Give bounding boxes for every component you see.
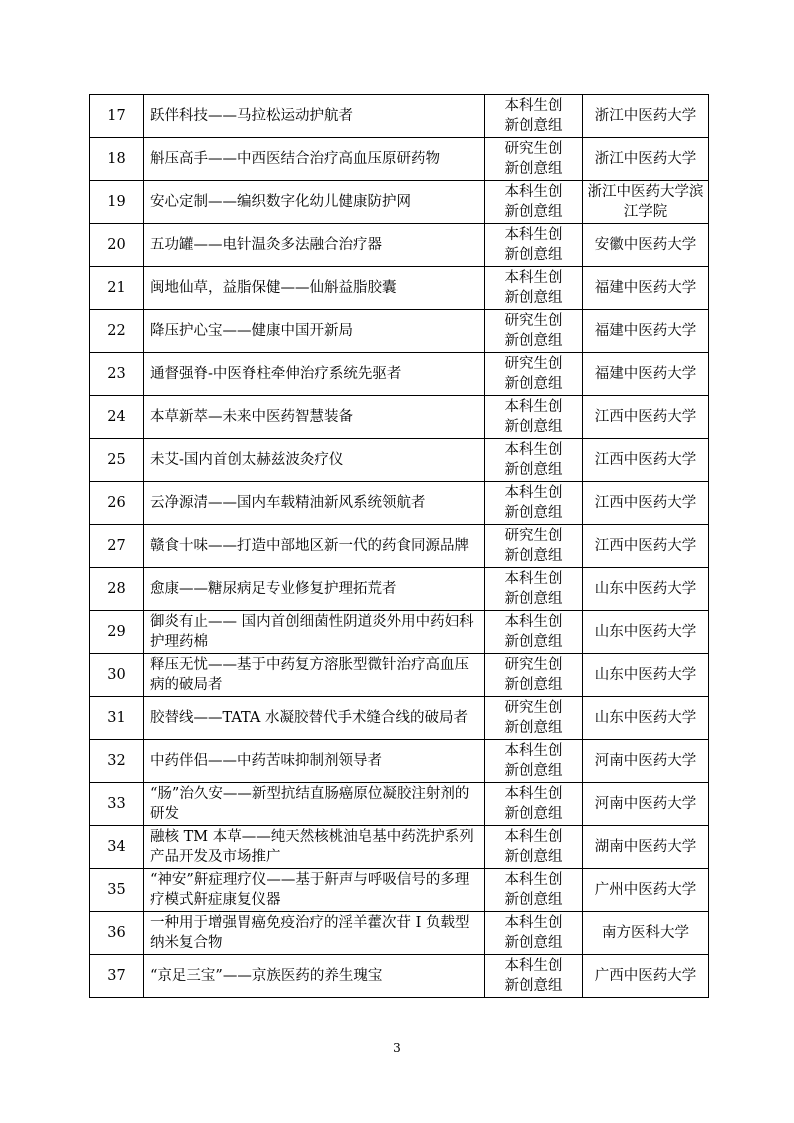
competition-group <box>485 826 583 869</box>
project-title: 愈康——糖尿病足专业修复护理拓荒者 <box>144 568 485 611</box>
project-title: “京足三宝”——京族医药的养生瑰宝 <box>144 955 485 998</box>
competition-group-line: 新创意组 <box>504 591 563 607</box>
row-number: 19 <box>90 181 144 224</box>
university-name: 江西中医药大学 <box>583 396 709 439</box>
competition-group-line: 新创意组 <box>504 806 563 822</box>
competition-group-line: 新创意组 <box>504 376 563 392</box>
row-number: 23 <box>90 353 144 396</box>
table-row <box>90 654 709 697</box>
competition-group <box>485 439 583 482</box>
table-row <box>90 310 709 353</box>
project-title: “神安”鼾症理疗仪——基于鼾声与呼吸信号的多理疗模式鼾症康复仪器 <box>144 869 485 912</box>
university-name: 江西中医药大学 <box>583 525 709 568</box>
project-title: “肠”治久安——新型抗结直肠癌原位凝胶注射剂的研发 <box>144 783 485 826</box>
competition-group-line: 新创意组 <box>504 677 563 693</box>
competition-group <box>485 740 583 783</box>
competition-group <box>485 482 583 525</box>
competition-group-line: 新创意组 <box>504 892 563 908</box>
competition-group-line: 本科生创 <box>504 571 563 587</box>
competition-group-line: 研究生创 <box>504 700 563 716</box>
table-row <box>90 482 709 525</box>
project-title: 胶替线——TATA 水凝胶替代手术缝合线的破局者 <box>144 697 485 740</box>
competition-group-line: 本科生创 <box>504 614 563 630</box>
project-title: 一种用于增强胃癌免疫治疗的淫羊藿次苷 I 负载型纳米复合物 <box>144 912 485 955</box>
university-name: 安徽中医药大学 <box>583 224 709 267</box>
table-row <box>90 783 709 826</box>
competition-group <box>485 697 583 740</box>
competition-group <box>485 525 583 568</box>
table-row <box>90 95 709 138</box>
university-name: 山东中医药大学 <box>583 568 709 611</box>
table-row <box>90 396 709 439</box>
row-number: 25 <box>90 439 144 482</box>
competition-group-line: 本科生创 <box>504 872 563 888</box>
row-number: 20 <box>90 224 144 267</box>
table-row <box>90 353 709 396</box>
university-name: 浙江中医药大学滨江学院 <box>583 181 709 224</box>
project-title: 本草新萃—未来中医药智慧装备 <box>144 396 485 439</box>
competition-group-line: 研究生创 <box>504 313 563 329</box>
university-name: 浙江中医药大学 <box>583 95 709 138</box>
competition-group-line: 本科生创 <box>504 786 563 802</box>
competition-group-line: 本科生创 <box>504 915 563 931</box>
competition-group-line: 新创意组 <box>504 548 563 564</box>
university-name: 山东中医药大学 <box>583 697 709 740</box>
competition-group-line: 新创意组 <box>504 290 563 306</box>
row-number: 29 <box>90 611 144 654</box>
row-number: 37 <box>90 955 144 998</box>
project-title: 御炎有止—— 国内首创细菌性阴道炎外用中药妇科护理药棉 <box>144 611 485 654</box>
project-title: 融核 TM 本草——纯天然核桃油皂基中药洗护系列产品开发及市场推广 <box>144 826 485 869</box>
competition-group-line: 新创意组 <box>504 935 563 951</box>
table-row <box>90 697 709 740</box>
project-title: 降压护心宝——健康中国开新局 <box>144 310 485 353</box>
competition-group-line: 研究生创 <box>504 657 563 673</box>
competition-group-line: 新创意组 <box>504 204 563 220</box>
competition-group <box>485 955 583 998</box>
competition-group <box>485 267 583 310</box>
competition-group-line: 新创意组 <box>504 333 563 349</box>
project-title: 五功罐——电针温灸多法融合治疗器 <box>144 224 485 267</box>
university-name: 福建中医药大学 <box>583 353 709 396</box>
competition-group-line: 本科生创 <box>504 743 563 759</box>
competition-group-line: 本科生创 <box>504 958 563 974</box>
table-row <box>90 740 709 783</box>
project-title: 通督强脊-中医脊柱牵伸治疗系统先驱者 <box>144 353 485 396</box>
project-title: 斛压高手——中西医结合治疗高血压原研药物 <box>144 138 485 181</box>
project-title: 未艾-国内首创太赫兹波灸疗仪 <box>144 439 485 482</box>
competition-group <box>485 912 583 955</box>
table-row <box>90 568 709 611</box>
university-name: 广西中医药大学 <box>583 955 709 998</box>
table-row <box>90 525 709 568</box>
competition-group-line: 新创意组 <box>504 849 563 865</box>
project-table <box>89 94 709 998</box>
project-title: 释压无忧——基于中药复方溶胀型微针治疗高血压病的破局者 <box>144 654 485 697</box>
university-name: 山东中医药大学 <box>583 654 709 697</box>
table-row <box>90 912 709 955</box>
competition-group-line: 研究生创 <box>504 356 563 372</box>
university-name: 湖南中医药大学 <box>583 826 709 869</box>
project-title: 闽地仙草，益脂保健——仙斛益脂胶囊 <box>144 267 485 310</box>
row-number: 36 <box>90 912 144 955</box>
competition-group <box>485 224 583 267</box>
row-number: 22 <box>90 310 144 353</box>
competition-group-line: 本科生创 <box>504 442 563 458</box>
competition-group-line: 新创意组 <box>504 978 563 994</box>
competition-group <box>485 568 583 611</box>
project-title: 跃伴科技——马拉松运动护航者 <box>144 95 485 138</box>
table-row <box>90 439 709 482</box>
university-name: 山东中医药大学 <box>583 611 709 654</box>
university-name: 河南中医药大学 <box>583 740 709 783</box>
competition-group <box>485 396 583 439</box>
table-row <box>90 138 709 181</box>
row-number: 34 <box>90 826 144 869</box>
project-table-body <box>90 95 709 998</box>
row-number: 31 <box>90 697 144 740</box>
row-number: 35 <box>90 869 144 912</box>
university-name: 福建中医药大学 <box>583 267 709 310</box>
competition-group-line: 本科生创 <box>504 98 563 114</box>
university-name: 广州中医药大学 <box>583 869 709 912</box>
table-row <box>90 267 709 310</box>
table-row <box>90 955 709 998</box>
project-title: 赣食十味——打造中部地区新一代的药食同源品牌 <box>144 525 485 568</box>
competition-group-line: 新创意组 <box>504 462 563 478</box>
competition-group-line: 新创意组 <box>504 118 563 134</box>
competition-group <box>485 654 583 697</box>
competition-group <box>485 95 583 138</box>
row-number: 33 <box>90 783 144 826</box>
table-row <box>90 869 709 912</box>
competition-group-line: 新创意组 <box>504 763 563 779</box>
competition-group-line: 新创意组 <box>504 247 563 263</box>
row-number: 27 <box>90 525 144 568</box>
competition-group-line: 本科生创 <box>504 184 563 200</box>
competition-group-line: 本科生创 <box>504 399 563 415</box>
row-number: 17 <box>90 95 144 138</box>
table-row <box>90 181 709 224</box>
page-number: 3 <box>393 1041 401 1055</box>
university-name: 江西中医药大学 <box>583 439 709 482</box>
competition-group <box>485 310 583 353</box>
competition-group-line: 本科生创 <box>504 829 563 845</box>
row-number: 30 <box>90 654 144 697</box>
university-name: 江西中医药大学 <box>583 482 709 525</box>
competition-group <box>485 181 583 224</box>
table-row <box>90 224 709 267</box>
table-row <box>90 826 709 869</box>
competition-group-line: 新创意组 <box>504 634 563 650</box>
competition-group <box>485 138 583 181</box>
competition-group-line: 本科生创 <box>504 485 563 501</box>
competition-group-line: 本科生创 <box>504 227 563 243</box>
university-name: 福建中医药大学 <box>583 310 709 353</box>
competition-group-line: 本科生创 <box>504 270 563 286</box>
competition-group-line: 新创意组 <box>504 505 563 521</box>
competition-group <box>485 611 583 654</box>
row-number: 28 <box>90 568 144 611</box>
project-title: 中药伴侣——中药苦味抑制剂领导者 <box>144 740 485 783</box>
university-name: 浙江中医药大学 <box>583 138 709 181</box>
row-number: 21 <box>90 267 144 310</box>
row-number: 32 <box>90 740 144 783</box>
competition-group-line: 研究生创 <box>504 528 563 544</box>
competition-group-line: 新创意组 <box>504 419 563 435</box>
competition-group-line: 新创意组 <box>504 720 563 736</box>
university-name: 河南中医药大学 <box>583 783 709 826</box>
university-name: 南方医科大学 <box>583 912 709 955</box>
row-number: 18 <box>90 138 144 181</box>
row-number: 26 <box>90 482 144 525</box>
competition-group <box>485 353 583 396</box>
competition-group-line: 研究生创 <box>504 141 563 157</box>
competition-group <box>485 783 583 826</box>
table-row <box>90 611 709 654</box>
row-number: 24 <box>90 396 144 439</box>
project-title: 云净源清——国内车载精油新风系统领航者 <box>144 482 485 525</box>
competition-group <box>485 869 583 912</box>
competition-group-line: 新创意组 <box>504 161 563 177</box>
project-title: 安心定制——编织数字化幼儿健康防护网 <box>144 181 485 224</box>
